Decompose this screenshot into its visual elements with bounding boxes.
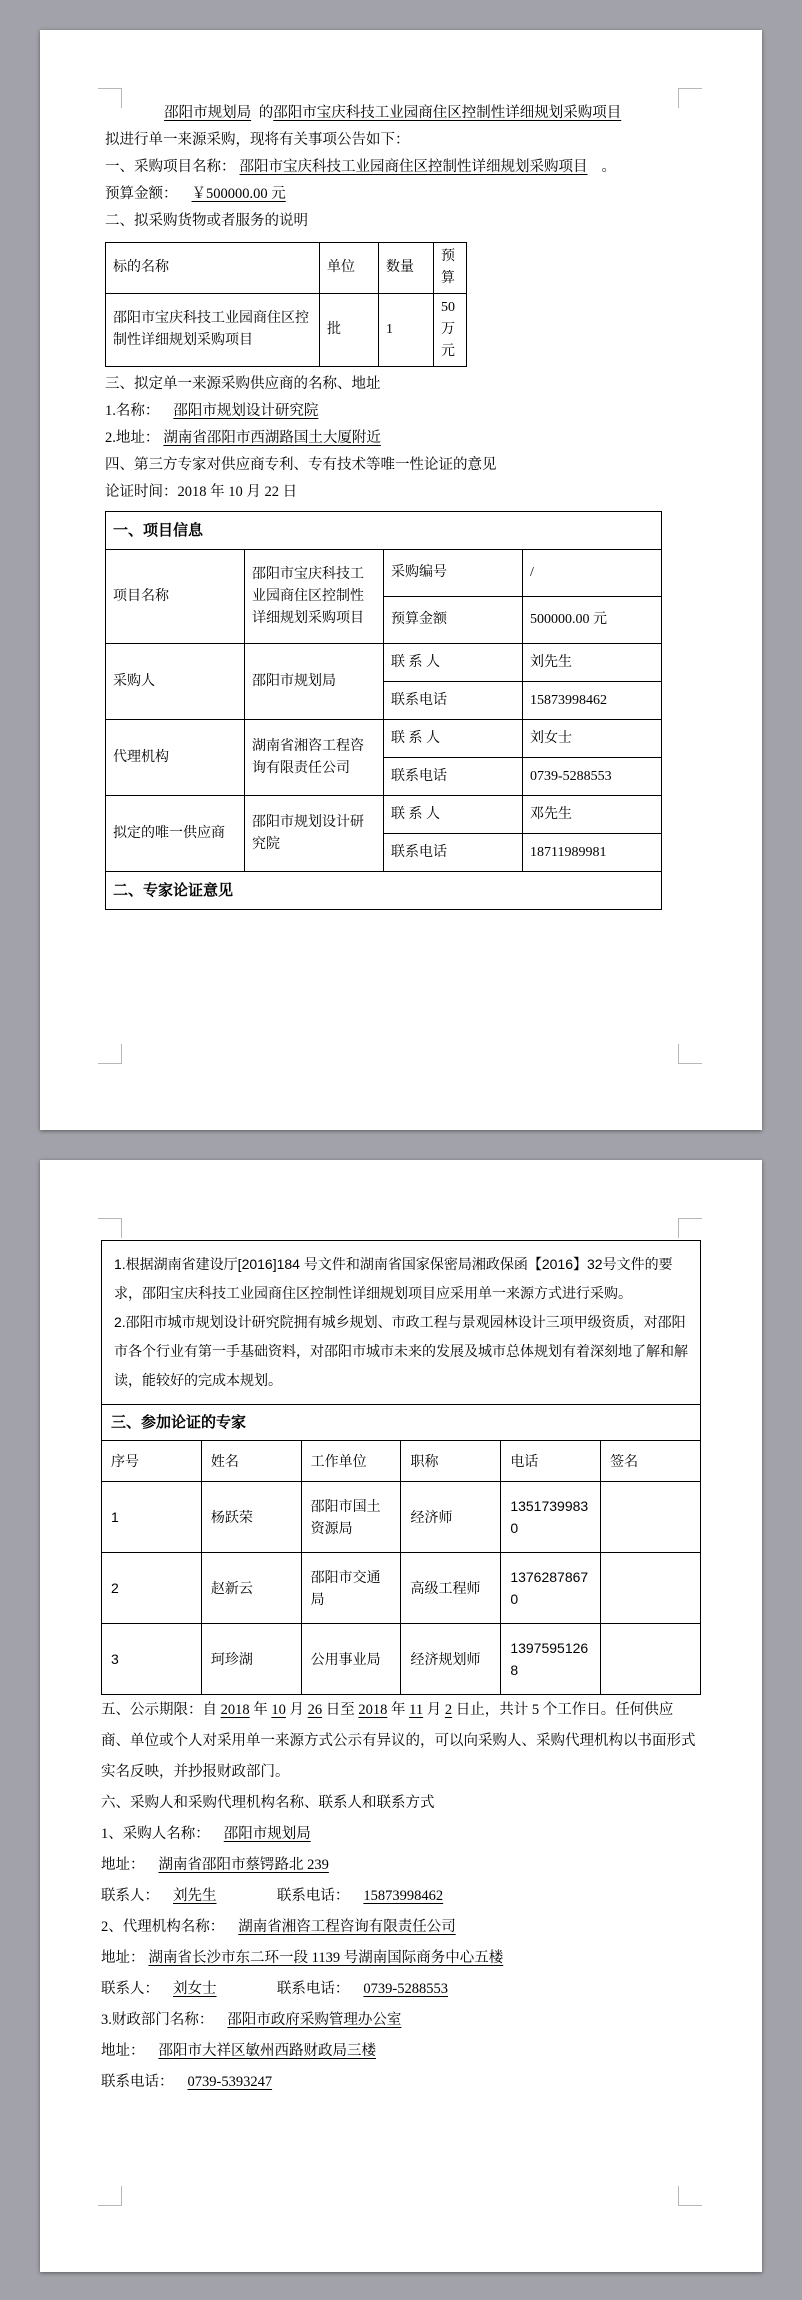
info-sub-value: 15873998462 — [523, 682, 662, 720]
notice-day-end: 2 — [444, 1702, 453, 1718]
budget-line — [105, 181, 702, 208]
agency-name-label: 2、代理机构名称： — [101, 1919, 225, 1935]
margin-mark-icon — [678, 1218, 702, 1238]
experts-header-no: 序号 — [102, 1441, 202, 1482]
page-2 — [40, 1160, 762, 2272]
project-info-table — [105, 511, 662, 910]
finance-dept-value: 邵阳市政府采购管理办公室 — [227, 2012, 402, 2028]
expert-title: 经济师 — [401, 1482, 501, 1553]
supplier-addr-label: 2.地址： — [105, 430, 160, 446]
experts-header-row — [102, 1441, 701, 1482]
purchaser-contact-label: 联系人： — [101, 1888, 159, 1904]
info-sub-value: 邓先生 — [523, 796, 662, 834]
section-1-tail: 。 — [601, 159, 616, 175]
finance-phone-value: 0739-5393247 — [187, 2074, 273, 2090]
goods-header-qty: 数量 — [379, 243, 434, 294]
agency-addr-label: 地址： — [101, 1950, 145, 1966]
page-1-content — [40, 30, 762, 910]
expert-org: 邵阳市国土资源局 — [301, 1482, 401, 1553]
page-2-content — [40, 1160, 762, 2098]
info-label: 项目名称 — [106, 550, 245, 644]
notice-year-end: 2018 — [358, 1702, 388, 1718]
finance-addr-value: 邵阳市大祥区敏州西路财政局三楼 — [158, 2043, 376, 2059]
expert-sign — [601, 1482, 701, 1553]
budget-value: ￥500000.00 元 — [191, 186, 286, 202]
finance-dept-line — [101, 2005, 701, 2036]
expert-phone: 13975951268 — [501, 1624, 601, 1695]
section-1-line — [105, 154, 702, 181]
document-title — [105, 100, 702, 127]
info-label: 代理机构 — [106, 720, 245, 796]
margin-mark-icon — [678, 1044, 702, 1064]
purchaser-phone-label: 联系电话： — [276, 1888, 350, 1904]
agency-name-value: 湖南省湘咨工程咨询有限责任公司 — [238, 1919, 456, 1935]
notice-period-text: 月 — [285, 1702, 308, 1718]
table-row — [106, 796, 662, 834]
goods-table — [105, 242, 467, 367]
experts-band — [102, 1405, 701, 1441]
notice-period-text: 日至 — [322, 1702, 359, 1718]
table-row — [106, 644, 662, 682]
expert-no: 3 — [102, 1624, 202, 1695]
expert-org: 邵阳市交通局 — [301, 1553, 401, 1624]
notice-day-start: 26 — [307, 1702, 323, 1718]
info-sub-label: 联 系 人 — [384, 796, 523, 834]
info-label: 采购人 — [106, 644, 245, 720]
goods-cell-name: 邵阳市宝庆科技工业园商住区控制性详细规划采购项目 — [106, 294, 320, 367]
notice-period-text: 年 — [249, 1702, 272, 1718]
finance-addr-label: 地址： — [101, 2043, 145, 2059]
info-sub-value: / — [523, 550, 662, 597]
info-sub-label: 采购编号 — [384, 550, 523, 597]
table-row — [102, 1624, 701, 1695]
expert-name: 赵新云 — [201, 1553, 301, 1624]
notice-period-text: 五、公示期限：自 — [101, 1702, 221, 1718]
experts-header-sign: 签名 — [601, 1441, 701, 1482]
info-value: 邵阳市规划设计研究院 — [245, 796, 384, 872]
agency-contact-line — [101, 1974, 701, 2005]
purchaser-addr-value: 湖南省邵阳市蔡锷路北 239 — [158, 1857, 329, 1873]
project-name: 邵阳市宝庆科技工业园商住区控制性详细规划采购项目 — [273, 105, 622, 121]
goods-cell-qty: 1 — [379, 294, 434, 367]
expert-sign — [601, 1553, 701, 1624]
intro-line: 拟进行单一来源采购，现将有关事项公告如下： — [105, 132, 410, 148]
expert-phone: 13762878670 — [501, 1553, 601, 1624]
goods-header-unit: 单位 — [320, 243, 379, 294]
section-1-project-name: 邵阳市宝庆科技工业园商住区控制性详细规划采购项目 — [239, 159, 588, 175]
supplier-name-value: 邵阳市规划设计研究院 — [173, 403, 319, 419]
notice-month-start: 10 — [271, 1702, 286, 1718]
margin-mark-icon — [98, 1218, 122, 1238]
purchaser-name-value: 邵阳市规划局 — [223, 1826, 311, 1842]
section-2-heading: 二、拟采购货物或者服务的说明 — [105, 213, 308, 229]
info-band-expert-label: 二、专家论证意见 — [106, 872, 662, 910]
agency-name-line — [101, 1912, 701, 1943]
opinion-paragraph: 1.根据湖南省建设厅[2016]184 号文件和湖南省国家保密局湘政保函【2016】32号文件的要求，邵阳宝庆科技工业园商住区控制性详细规划项目应采用单一来源方式进行采购。 — [114, 1256, 673, 1301]
experts-header-phone: 电话 — [501, 1441, 601, 1482]
experts-band-label: 三、参加论证的专家 — [102, 1405, 701, 1441]
goods-header-budget: 预算 — [434, 243, 467, 294]
agency-phone-value: 0739-5288553 — [363, 1981, 448, 1997]
info-value: 湖南省湘咨工程咨询有限责任公司 — [245, 720, 384, 796]
goods-table-row — [106, 294, 467, 367]
expert-name: 杨跃荣 — [201, 1482, 301, 1553]
notice-period-text: 月 — [423, 1702, 445, 1718]
goods-table-header-row — [106, 243, 467, 294]
info-sub-value: 18711989981 — [523, 834, 662, 872]
margin-mark-icon — [678, 2186, 702, 2206]
experts-table — [101, 1404, 701, 1695]
info-value: 邵阳市规划局 — [245, 644, 384, 720]
supplier-addr-line — [105, 425, 702, 452]
opinion-paragraph: 2.邵阳市城市规划设计研究院拥有城乡规划、市政工程与景观园林设计三项甲级资质，对邵阳市各个行业有第一手基础资料，对邵阳市城市未来的发展及城市总体规划有着深刻地了解和解读，能较好的完成本规划。 — [114, 1314, 688, 1388]
purchaser-name-label: 1、采购人名称： — [101, 1826, 210, 1842]
info-sub-label: 联 系 人 — [384, 720, 523, 758]
section-6-heading: 六、采购人和采购代理机构名称、联系人和联系方式 — [101, 1795, 435, 1811]
expert-no: 1 — [102, 1482, 202, 1553]
agency-addr-value: 湖南省长沙市东二环一段 1139 号湖南国际商务中心五楼 — [148, 1950, 504, 1966]
goods-cell-budget: 50 万元 — [434, 294, 467, 367]
purchaser-name-line — [101, 1819, 701, 1850]
info-sub-value: 0739-5288553 — [523, 758, 662, 796]
finance-dept-label: 3.财政部门名称： — [101, 2012, 214, 2028]
expert-name: 珂珍湖 — [201, 1624, 301, 1695]
expert-title: 经济规划师 — [401, 1624, 501, 1695]
finance-phone-line — [101, 2067, 701, 2098]
agency-addr-line — [101, 1943, 701, 1974]
finance-phone-label: 联系电话： — [101, 2074, 174, 2090]
table-row — [106, 550, 662, 597]
supplier-name-label: 1.名称： — [105, 403, 160, 419]
info-band-project-label: 一、项目信息 — [106, 512, 662, 550]
margin-mark-icon — [98, 2186, 122, 2206]
purchaser-phone-value: 15873998462 — [363, 1888, 444, 1904]
info-band-expert — [106, 872, 662, 910]
notice-period-text: 年 — [387, 1702, 410, 1718]
agency-contact-label: 联系人： — [101, 1981, 159, 1997]
review-time-line: 论证时间：2018 年 10 月 22 日 — [105, 484, 298, 500]
purchaser-name: 邵阳市规划局 — [164, 105, 252, 121]
info-label: 拟定的唯一供应商 — [106, 796, 245, 872]
info-sub-label: 联系电话 — [384, 682, 523, 720]
margin-mark-icon — [678, 88, 702, 108]
purchaser-addr-line — [101, 1850, 701, 1881]
info-band-project — [106, 512, 662, 550]
agency-phone-label: 联系电话： — [276, 1981, 350, 1997]
info-sub-value: 500000.00 元 — [523, 597, 662, 644]
info-sub-label: 联 系 人 — [384, 644, 523, 682]
experts-header-title: 职称 — [401, 1441, 501, 1482]
page-1 — [40, 30, 762, 1130]
info-sub-label: 预算金额 — [384, 597, 523, 644]
section-1-label: 一、采购项目名称： — [105, 159, 236, 175]
notice-year-start: 2018 — [220, 1702, 250, 1718]
table-row — [106, 720, 662, 758]
expert-phone: 13517399830 — [501, 1482, 601, 1553]
purchaser-addr-label: 地址： — [101, 1857, 145, 1873]
info-sub-value: 刘女士 — [523, 720, 662, 758]
expert-no: 2 — [102, 1553, 202, 1624]
purchaser-contact-value: 刘先生 — [173, 1888, 217, 1904]
table-row — [102, 1482, 701, 1553]
section-4-heading: 四、第三方专家对供应商专利、专有技术等唯一性论证的意见 — [105, 457, 497, 473]
info-sub-label: 联系电话 — [384, 758, 523, 796]
info-sub-label: 联系电话 — [384, 834, 523, 872]
info-sub-value: 刘先生 — [523, 644, 662, 682]
experts-header-org: 工作单位 — [301, 1441, 401, 1482]
table-row — [102, 1553, 701, 1624]
expert-org: 公用事业局 — [301, 1624, 401, 1695]
info-value: 邵阳市宝庆科技工业园商住区控制性详细规划采购项目 — [245, 550, 384, 644]
margin-mark-icon — [98, 1044, 122, 1064]
budget-label: 预算金额： — [105, 186, 178, 202]
purchaser-contact-line — [101, 1881, 701, 1912]
expert-opinion-box — [101, 1240, 701, 1405]
margin-mark-icon — [98, 88, 122, 108]
title-connector: 的 — [258, 105, 274, 121]
expert-title: 高级工程师 — [401, 1553, 501, 1624]
experts-header-name: 姓名 — [201, 1441, 301, 1482]
notice-month-end: 11 — [409, 1702, 424, 1718]
goods-cell-unit: 批 — [320, 294, 379, 367]
section-3-heading: 三、拟定单一来源采购供应商的名称、地址 — [105, 376, 381, 392]
notice-period-paragraph — [101, 1695, 701, 1788]
supplier-addr-value: 湖南省邵阳市西湖路国土大厦附近 — [163, 430, 381, 446]
finance-addr-line — [101, 2036, 701, 2067]
supplier-name-line — [105, 398, 702, 425]
goods-header-name: 标的名称 — [106, 243, 320, 294]
expert-sign — [601, 1624, 701, 1695]
agency-contact-value: 刘女士 — [173, 1981, 217, 1997]
notice-period-text: 日止，共计 5 个工作日。任何供应商、单位或个人对采用单一来源方式公示有异议的，可以向采购人、采购代理机构以书面形式实名反映，并抄报财政部门。 — [101, 1702, 696, 1780]
